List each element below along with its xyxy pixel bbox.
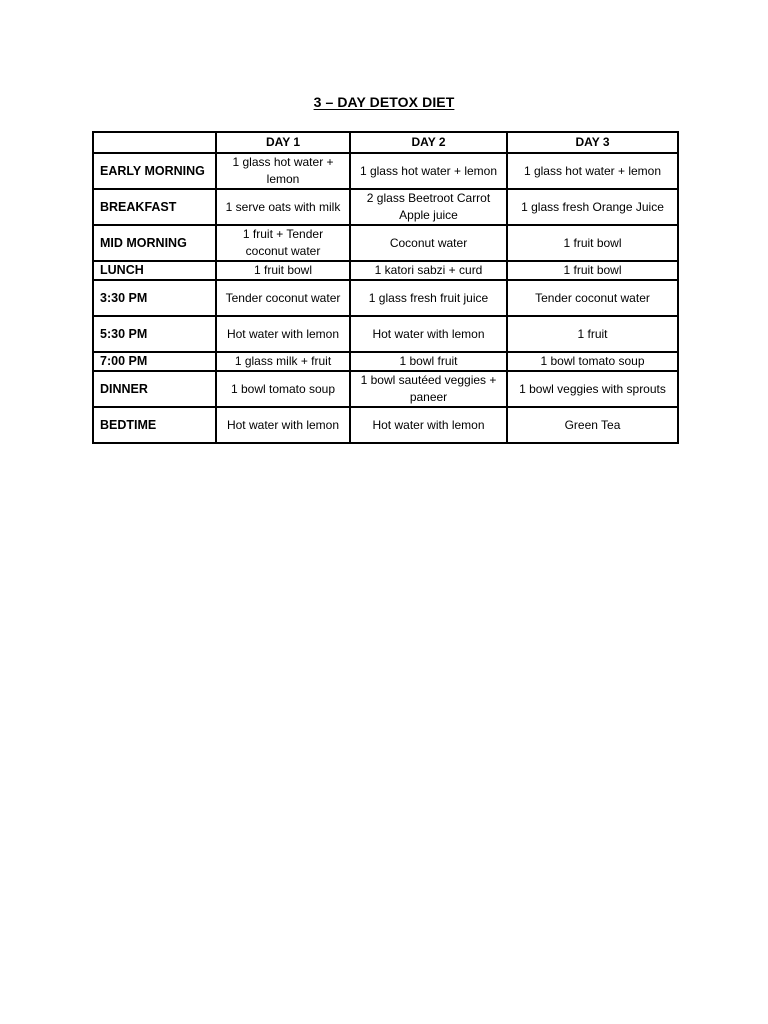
- table-cell: 1 glass hot water + lemon: [350, 153, 507, 189]
- table-row-dinner: [93, 371, 678, 407]
- table-cell: Hot water with lemon: [350, 316, 507, 352]
- table-cell: Hot water with lemon: [350, 407, 507, 443]
- table-cell: Tender coconut water: [507, 280, 678, 316]
- table-cell: Hot water with lemon: [216, 316, 350, 352]
- row-label: 7:00 PM: [93, 352, 216, 371]
- table-cell: Coconut water: [350, 225, 507, 261]
- row-label: MID MORNING: [93, 225, 216, 261]
- table-cell: 1 glass fresh Orange Juice: [507, 189, 678, 225]
- table-cell: 1 glass milk + fruit: [216, 352, 350, 371]
- table-cell: Tender coconut water: [216, 280, 350, 316]
- row-label: 3:30 PM: [93, 280, 216, 316]
- table-cell: 1 katori sabzi + curd: [350, 261, 507, 280]
- row-label: BEDTIME: [93, 407, 216, 443]
- table-row-lunch: [93, 261, 678, 280]
- table-cell: 1 bowl tomato soup: [507, 352, 678, 371]
- table-cell: Hot water with lemon: [216, 407, 350, 443]
- table-row-bedtime: [93, 407, 678, 443]
- diet-table: [92, 131, 679, 444]
- header-day-3: DAY 3: [507, 132, 678, 153]
- header-corner-cell: [93, 132, 216, 153]
- document-title: 3 – DAY DETOX DIET: [313, 94, 455, 110]
- table-row-5-30-pm: [93, 316, 678, 352]
- table-row-7-00-pm: [93, 352, 678, 371]
- table-row-3-30-pm: [93, 280, 678, 316]
- table-cell: 1 fruit: [507, 316, 678, 352]
- table-cell: 1 bowl veggies with sprouts: [507, 371, 678, 407]
- table-cell: 1 fruit + Tender coconut water: [216, 225, 350, 261]
- table-row-mid-morning: [93, 225, 678, 261]
- table-cell: 1 fruit bowl: [507, 225, 678, 261]
- row-label: EARLY MORNING: [93, 153, 216, 189]
- table-cell: 2 glass Beetroot Carrot Apple juice: [350, 189, 507, 225]
- table-cell: 1 fruit bowl: [507, 261, 678, 280]
- table-header-row: [93, 132, 678, 153]
- table-cell: 1 serve oats with milk: [216, 189, 350, 225]
- header-day-2: DAY 2: [350, 132, 507, 153]
- table-cell: 1 glass fresh fruit juice: [350, 280, 507, 316]
- table-cell: 1 glass hot water + lemon: [507, 153, 678, 189]
- table-cell: Green Tea: [507, 407, 678, 443]
- header-day-1: DAY 1: [216, 132, 350, 153]
- row-label: BREAKFAST: [93, 189, 216, 225]
- table-cell: 1 bowl sautéed veggies + paneer: [350, 371, 507, 407]
- row-label: LUNCH: [93, 261, 216, 280]
- table-cell: 1 fruit bowl: [216, 261, 350, 280]
- table-cell: 1 glass hot water + lemon: [216, 153, 350, 189]
- row-label: DINNER: [93, 371, 216, 407]
- table-cell: 1 bowl fruit: [350, 352, 507, 371]
- table-row-breakfast: [93, 189, 678, 225]
- table-row-early-morning: [93, 153, 678, 189]
- row-label: 5:30 PM: [93, 316, 216, 352]
- table-cell: 1 bowl tomato soup: [216, 371, 350, 407]
